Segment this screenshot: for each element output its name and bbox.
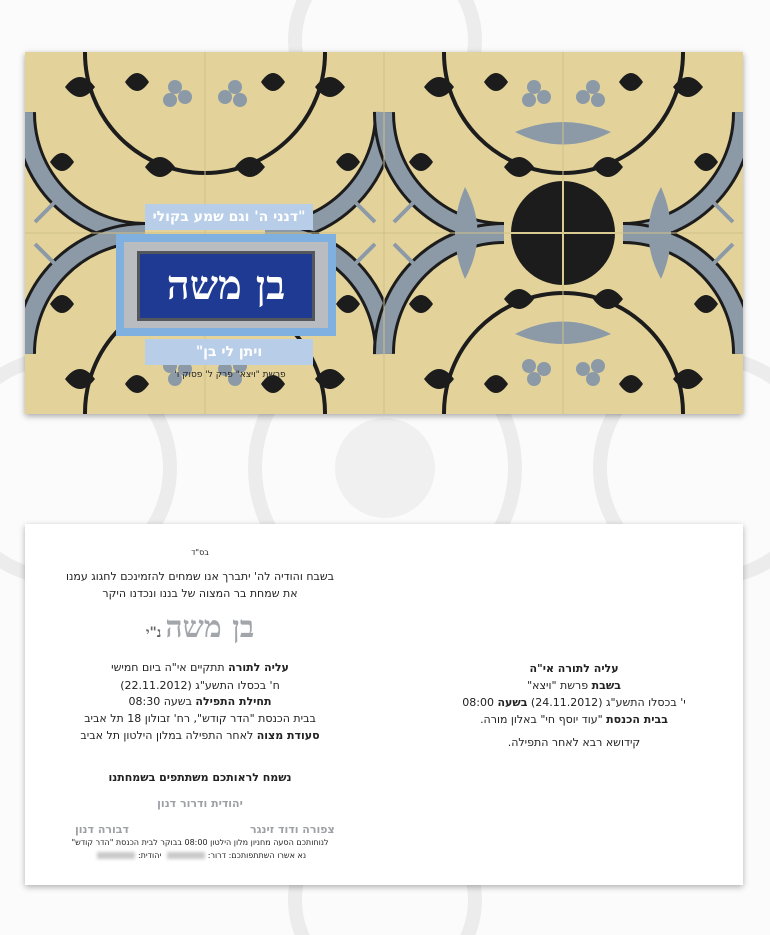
main-invitation-panel [25,524,375,885]
closing-line: נשמח לראותכם משתתפים בשמחתנו [108,771,292,784]
rsvp-note [25,851,375,860]
date-line: ח' בכסלו התשע"ג (22.11.2012) [120,679,280,692]
prayer-rest: בשעה 08:30 [128,695,196,708]
kiddush-line: קידושא רבא לאחר התפילה. [507,736,641,749]
tile-pattern [25,52,743,414]
celebrant-name-text: בן משה [165,610,255,645]
rsvp-yehudit-label: יהודית: [137,851,162,860]
prayer-line [25,695,375,708]
invitation-front-cover [25,52,743,414]
shabbat-panel [405,524,743,885]
redacted-phone-2 [97,852,135,859]
meal-rest: לאחר התפילה במלון הילטון תל אביב [80,729,257,742]
prayer-bold: תחילת התפילה [195,695,272,708]
shabbat-bold: בשבת [591,679,621,692]
shabbat-line-2 [405,679,743,692]
meal-line [25,729,375,742]
shabbat-line-3 [405,696,743,709]
shuttle-note: לנוחותכם הסעה מחניון מלון הילטון 08:00 בבוקר לבית הכנסת "הדר קודש" [71,838,329,847]
bsd-heading: בס"ד [191,548,209,557]
meal-bold: סעודת מצוה [256,729,320,742]
aliya-rest: תתקיים אי"ה ביום חמישי [111,661,229,674]
bar-mitzvah-name-plate: בן משה [137,251,315,321]
rsvp-dror-label: נא אשרו השתתפותכם: דרור: [207,851,307,860]
parents-names: יהודית ודרור דנון [157,797,243,810]
shabbat-line-4 [405,713,743,726]
verse-label-top: "דנני ה' וגם שמע בקולי [145,204,313,230]
intro-line-2: את שמחת בר המצוה של בננו ונכדנו היקר [102,587,298,600]
shabbat-rest: פרשת "ויצא" [527,679,592,692]
verse-label-bottom: ויתן לי בן" [145,339,313,365]
shabbat-synagogue-bold: בבית הכנסת [606,713,668,726]
shabbat-date: י' בכסלו התשע"ג (24.11.2012) [527,696,686,709]
shabbat-synagogue: "עוד יוסף חי" באלון מורה. [480,713,607,726]
grandparents-2: דבורה דנון [75,823,129,836]
redacted-phone-1 [167,852,205,859]
intro-line-1: בשבח והודיה לה' יתברך אנו שמחים להזמינכם לחגוג עמנו [65,570,335,583]
name-suffix: נ"י [145,625,162,641]
aliya-bold: עליה לתורה [228,661,289,674]
aliya-line [25,661,375,674]
invitation-inside [25,524,743,885]
shabbat-line-1: עליה לתורה אי"ה [529,662,619,675]
synagogue-line: בבית הכנסת "הדר קודש", רח' זבולון 18 תל אביב [84,712,316,725]
grandparents-1: צפורה ודוד זינגר [250,823,335,836]
parasha-reference: פרשת "ויצא" פרק ל' פסוק ו' [174,370,286,380]
celebrant-name [25,610,375,645]
shabbat-time: 08:00 [462,696,498,709]
shabbat-time-bold: בשעה [497,696,528,709]
